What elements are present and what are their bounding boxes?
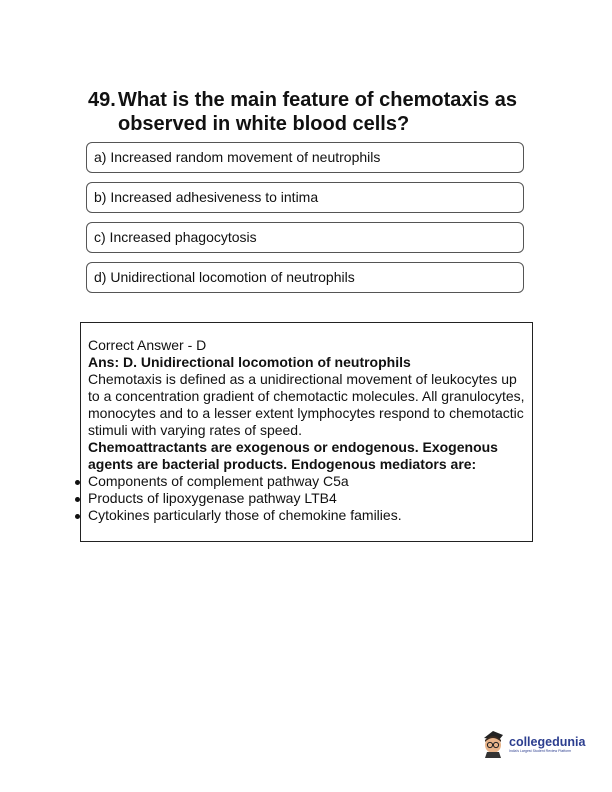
list-item — [88, 507, 532, 524]
bullet-icon — [75, 514, 80, 519]
option-d[interactable]: d) Unidirectional locomotion of neutrophils — [86, 262, 524, 293]
question-text: What is the main feature of chemotaxis as observed in white blood cells? — [118, 89, 517, 135]
answer-heading: Ans: D. Unidirectional locomotion of neutrophils — [88, 354, 411, 370]
option-b[interactable]: b) Increased adhesiveness to intima — [86, 182, 524, 213]
correct-answer: Correct Answer - D — [88, 337, 207, 353]
question-title — [88, 88, 538, 136]
list-item-text: Components of complement pathway C5a — [88, 473, 349, 489]
list-item — [88, 490, 532, 507]
list-item — [88, 473, 532, 490]
answer-box — [80, 322, 533, 542]
mediator-list — [88, 473, 532, 524]
option-a[interactable]: a) Increased random movement of neutrophils — [86, 142, 524, 173]
answer-bold-explanation: Chemoattractants are exogenous or endogenous. Exogenous agents are bacterial products. Endogenous mediators are: — [88, 439, 498, 472]
answer-explanation: Chemotaxis is defined as a unidirectional movement of leukocytes up to a concentration gradient of chemotactic molecules. All granulocytes, monocytes and to a lesser extent lymphocytes respond to chemotactic stimuli with varying rates of speed. — [88, 371, 525, 438]
logo-tagline: India's Largest Student Review Platform — [509, 749, 572, 753]
list-item-text: Cytokines particularly those of chemokine families. — [88, 507, 402, 523]
question-number: 49. — [88, 89, 116, 111]
mascot-icon — [481, 730, 505, 758]
logo-name: collegedunia — [509, 735, 586, 749]
collegedunia-logo — [481, 730, 585, 758]
list-item-text: Products of lipoxygenase pathway LTB4 — [88, 490, 337, 506]
bullet-icon — [75, 497, 80, 502]
bullet-icon — [75, 480, 80, 485]
option-c[interactable]: c) Increased phagocytosis — [86, 222, 524, 253]
